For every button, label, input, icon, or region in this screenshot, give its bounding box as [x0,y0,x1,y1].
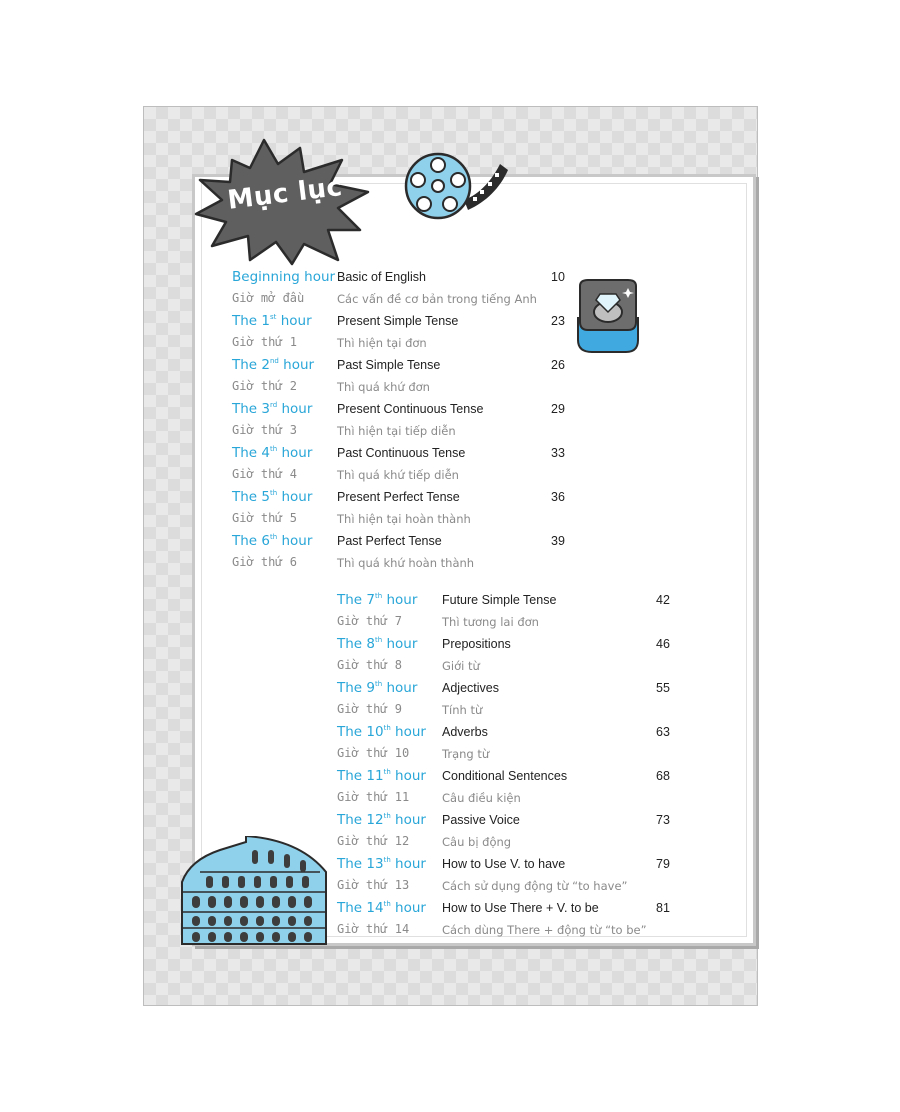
hour-label: The 2nd hour [232,357,315,373]
topic-title: Conditional Sentences [442,769,568,783]
page-title: Mục lục [226,171,344,216]
topic-title: Prepositions [442,637,511,651]
page-number: 81 [656,901,670,915]
diamond-ring-icon [572,278,644,356]
colosseum-icon [180,836,328,948]
topic-title-vi: Thì tương lai đơn [442,615,539,629]
hour-label: The 10th hour [337,724,426,740]
hour-label-vi: Giờ thứ 10 [337,746,410,760]
topic-title-vi: Câu điều kiện [442,791,521,805]
topic-title-vi: Cách dùng There + động từ “to be” [442,923,647,937]
hour-label-vi: Giờ thứ 12 [337,834,410,848]
page-number: 29 [551,402,565,416]
topic-title: Past Perfect Tense [337,534,442,548]
topic-title: How to Use There + V. to be [442,901,599,915]
topic-title-vi: Trạng từ [442,747,490,761]
page-number: 46 [656,637,670,651]
topic-title: Past Simple Tense [337,358,441,372]
page-number: 79 [656,857,670,871]
hour-label: The 1st hour [232,313,312,329]
hour-label-vi: Giờ thứ 11 [337,790,410,804]
page-number: 73 [656,813,670,827]
hour-label: The 8th hour [337,636,418,652]
topic-title-vi: Thì hiện tại tiếp diễn [337,424,456,438]
page-number: 10 [551,270,565,284]
film-reel-icon [402,150,512,230]
hour-label-vi: Giờ thứ 9 [337,702,403,716]
page-number: 55 [656,681,670,695]
topic-title: Passive Voice [442,813,520,827]
topic-title-vi: Giới từ [442,659,480,673]
topic-title: Past Continuous Tense [337,446,466,460]
page-number: 42 [656,593,670,607]
hour-label: The 14th hour [337,900,426,916]
page-number: 63 [656,725,670,739]
hour-label-vi: Giờ mở đầu [232,291,305,305]
hour-label: The 3rd hour [232,401,313,417]
hour-label: The 13th hour [337,856,426,872]
hour-label: The 6th hour [232,533,313,549]
hour-label: The 4th hour [232,445,313,461]
hour-label-vi: Giờ thứ 8 [337,658,403,672]
topic-title-vi: Thì quá khứ tiếp diễn [337,468,459,482]
topic-title: Basic of English [337,270,426,284]
topic-title-vi: Cách sử dụng động từ “to have” [442,879,628,893]
hour-label: The 9th hour [337,680,418,696]
hour-label-vi: Giờ thứ 14 [337,922,410,936]
hour-label-vi: Giờ thứ 4 [232,467,298,481]
page-number: 68 [656,769,670,783]
hour-label-vi: Giờ thứ 6 [232,555,298,569]
topic-title: Present Continuous Tense [337,402,484,416]
topic-title: How to Use V. to have [442,857,566,871]
topic-title: Future Simple Tense [442,593,557,607]
hour-label: The 7th hour [337,592,418,608]
hour-label-vi: Giờ thứ 1 [232,335,298,349]
topic-title-vi: Thì quá khứ hoàn thành [337,556,475,570]
topic-title: Adjectives [442,681,499,695]
topic-title-vi: Thì hiện tại hoàn thành [337,512,471,526]
topic-title: Adverbs [442,725,488,739]
page-number: 26 [551,358,565,372]
hour-label: The 12th hour [337,812,426,828]
hour-label-vi: Giờ thứ 3 [232,423,298,437]
hour-label: The 11th hour [337,768,426,784]
page-number: 36 [551,490,565,504]
topic-title-vi: Các vấn đề cơ bản trong tiếng Anh [337,292,537,306]
topic-title-vi: Thì quá khứ đơn [337,380,430,394]
topic-title: Present Perfect Tense [337,490,460,504]
hour-label-vi: Giờ thứ 13 [337,878,410,892]
page-number: 33 [551,446,565,460]
topic-title-vi: Câu bị động [442,835,512,849]
topic-title: Present Simple Tense [337,314,459,328]
hour-label: The 5th hour [232,489,313,505]
topic-title-vi: Tính từ [442,703,483,717]
hour-label-vi: Giờ thứ 2 [232,379,298,393]
hour-label-vi: Giờ thứ 7 [337,614,403,628]
topic-title-vi: Thì hiện tại đơn [337,336,427,350]
page-number: 39 [551,534,565,548]
hour-label-vi: Giờ thứ 5 [232,511,298,525]
page-number: 23 [551,314,565,328]
hour-label: Beginning hour [232,269,336,285]
